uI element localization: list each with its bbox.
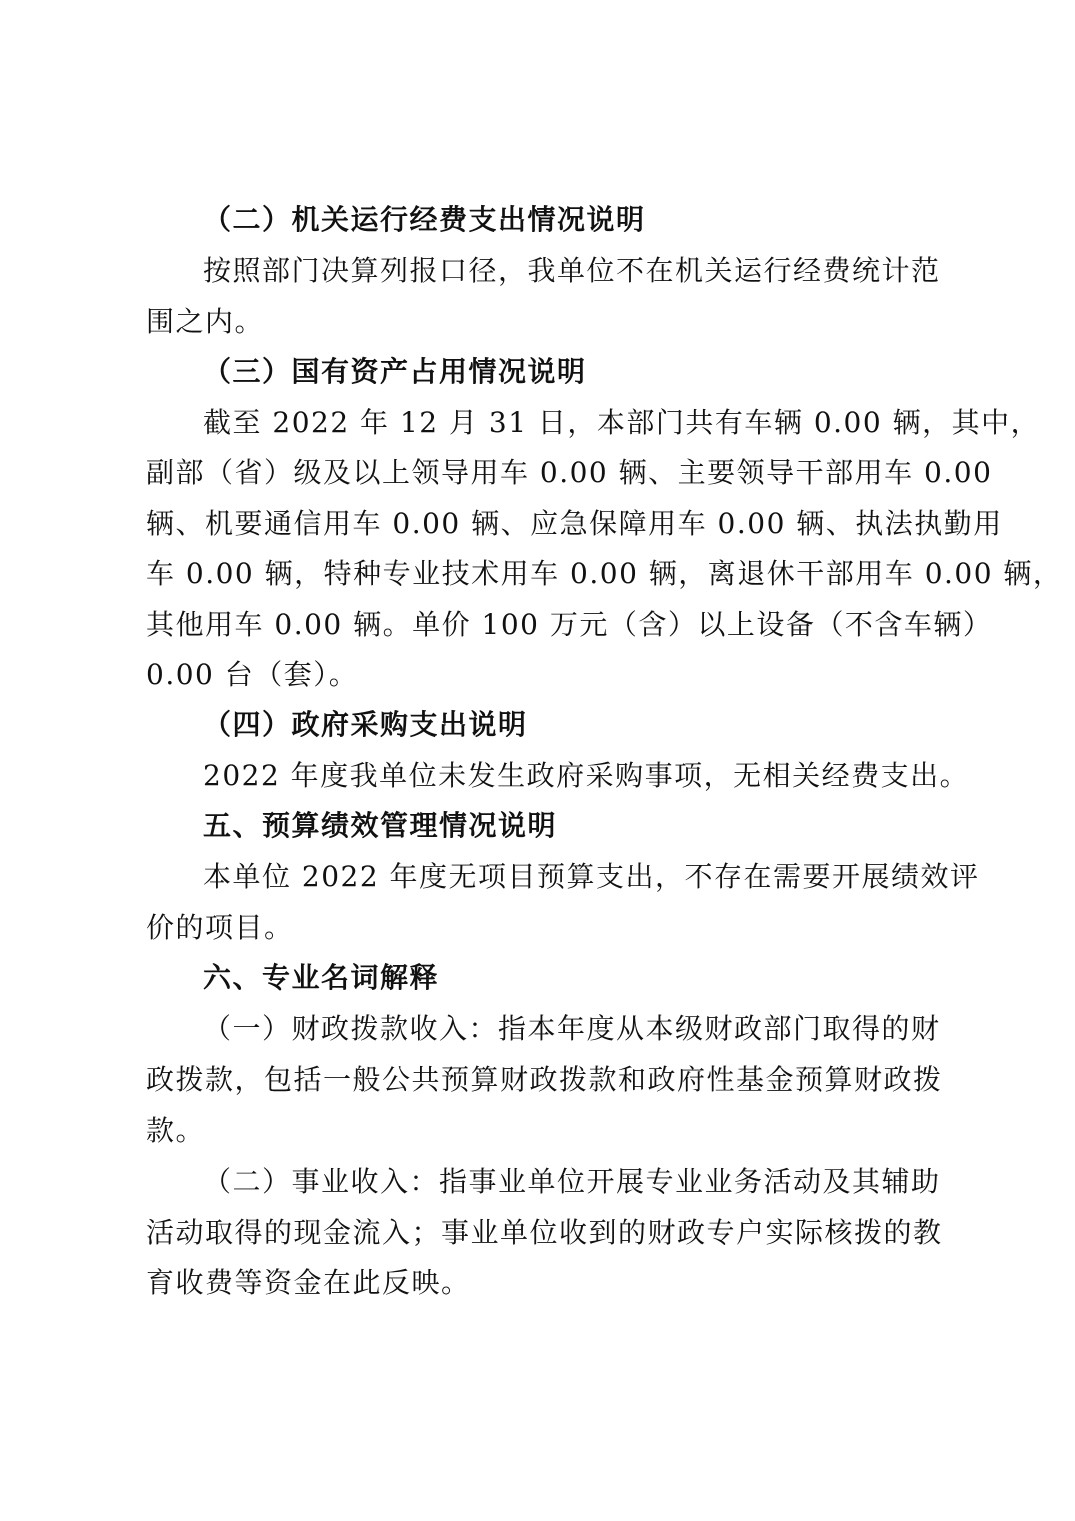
paragraph-line: 副部（省）级及以上领导用车 0.00 辆、主要领导干部用车 0.00: [146, 456, 993, 489]
definition-line: 政拨款，包括一般公共预算财政拨款和政府性基金预算财政拨: [146, 1063, 943, 1096]
section-heading-office-expenses: （二）机关运行经费支出情况说明: [203, 203, 646, 236]
definition-line: （二）事业收入：指事业单位开展专业业务活动及其辅助: [203, 1165, 941, 1198]
paragraph-line: 价的项目。: [146, 911, 294, 944]
paragraph-line: 0.00 台（套）。: [146, 658, 359, 691]
paragraph-line: 2022 年度我单位未发生政府采购事项，无相关经费支出。: [203, 759, 970, 792]
definition-line: 育收费等资金在此反映。: [146, 1266, 471, 1299]
section-heading-performance: 五、预算绩效管理情况说明: [203, 809, 558, 842]
paragraph-line: 围之内。: [146, 305, 265, 338]
paragraph-line: 截至 2022 年 12 月 31 日，本部门共有车辆 0.00 辆，其中，: [203, 406, 1041, 439]
paragraph-line: 其他用车 0.00 辆。单价 100 万元（含）以上设备（不含车辆）: [146, 608, 993, 641]
paragraph-line: 本单位 2022 年度无项目预算支出，不存在需要开展绩效评: [203, 860, 980, 893]
definition-line: 活动取得的现金流入；事业单位收到的财政专户实际核拨的教: [146, 1216, 943, 1249]
paragraph-line: 车 0.00 辆，特种专业技术用车 0.00 辆，离退休干部用车 0.00 辆，: [146, 557, 1063, 590]
section-heading-glossary: 六、专业名词解释: [203, 961, 440, 994]
paragraph-line: 按照部门决算列报口径，我单位不在机关运行经费统计范: [203, 254, 941, 287]
paragraph-line: 辆、机要通信用车 0.00 辆、应急保障用车 0.00 辆、执法执勤用: [146, 507, 1003, 540]
definition-line: （一）财政拨款收入：指本年度从本级财政部门取得的财: [203, 1012, 941, 1045]
definition-line: 款。: [146, 1114, 206, 1147]
section-heading-procurement: （四）政府采购支出说明: [203, 708, 528, 741]
section-heading-state-assets: （三）国有资产占用情况说明: [203, 355, 587, 388]
